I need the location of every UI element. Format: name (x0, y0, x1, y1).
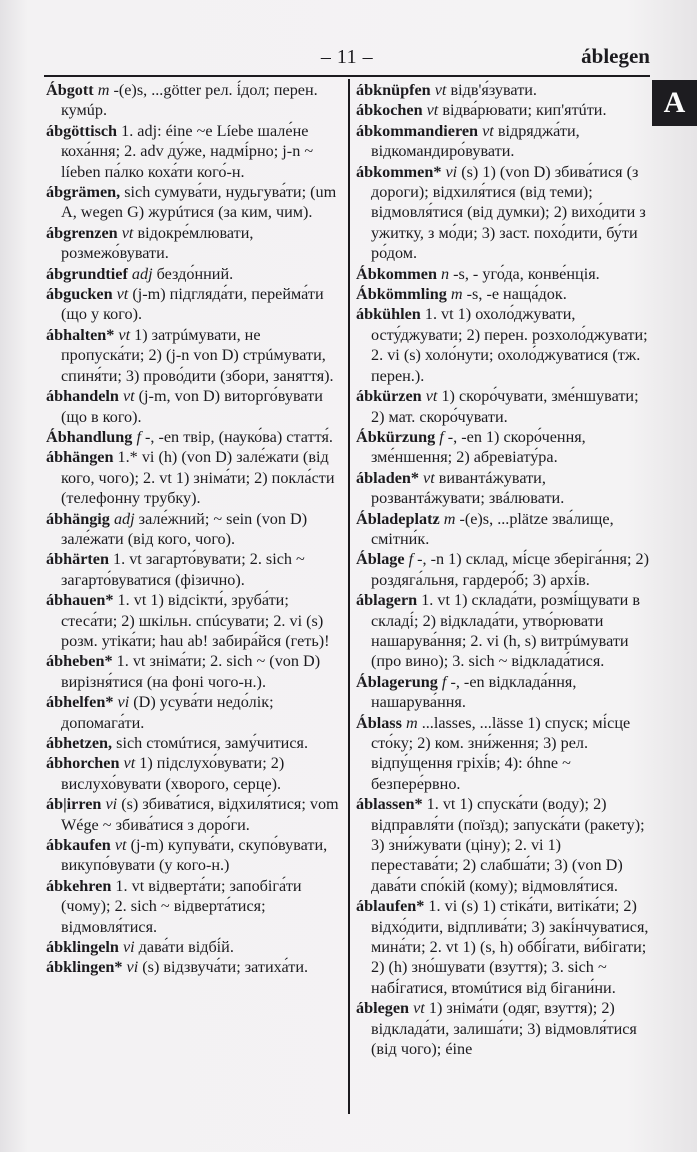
entry-grammar: f (439, 427, 444, 446)
entry-definition: -, -en 1) скоро́чення, зме́ншення; 2) абревіату́ра. (371, 427, 586, 467)
dictionary-entry (356, 162, 650, 264)
entry-definition: відряджа́ти, відкомандиро́вувати. (371, 121, 580, 161)
dictionary-entry (356, 509, 650, 550)
entry-headword: ábkochen (356, 101, 423, 120)
entry-definition: -s, - уго́да, конве́нція. (453, 264, 600, 283)
entry-definition: 1. vt 1) відсікти́, зруба́ти; стеса́ти; 2) шкільн. спúсувати; 2. vi (s) розм. утіка́ти; hau ab! забира́йся (геть)! (61, 591, 330, 650)
entry-definition: (j-m) купува́ти, скупо́вувати, викупо́вувати (у кого-н.) (61, 836, 328, 875)
entry-headword: ábklingeln (46, 938, 119, 957)
dictionary-entry (356, 590, 650, 672)
entry-headword: ábkommandieren (356, 121, 479, 140)
left-column (46, 80, 342, 1120)
entry-definition: 1. vt 1) охоло́джувати, осту́джувати; 2) перен. розхоло́джувати; 2. vi (s) холо́нути; охоло́джуватися (тж. перен.). (371, 305, 648, 385)
dictionary-entry (46, 794, 342, 835)
entry-headword: Ábladeplatz (356, 509, 440, 528)
entry-definition: 1) затрúмувати, не пропуска́ти; 2) (j-n von D) стрúмувати, спиня́ти; 3) прово́дити (збори, заняття). (61, 325, 334, 385)
entry-headword: Áblagerung (356, 672, 438, 691)
entry-grammar: vt (122, 387, 135, 406)
entry-grammar: adj (131, 264, 153, 283)
entry-definition: відва́рювати; кип'ятúти. (442, 101, 607, 120)
entry-grammar: vt (425, 387, 438, 406)
entry-definition: зале́жний; ~ sein (von D) зале́жати (від кого, чого). (61, 509, 308, 548)
entry-grammar: m (450, 285, 463, 304)
thumb-index-tab: A (652, 80, 697, 126)
dictionary-entry (46, 753, 342, 794)
entry-headword: ábhorchen (46, 754, 120, 773)
entry-grammar: m (405, 713, 418, 732)
page-header (44, 42, 650, 74)
entry-grammar: adj (113, 509, 135, 528)
entry-headword: ábhängen (46, 448, 114, 467)
entry-definition: ...lasses, ...lässe 1) спуск; мі́сце сто́ку; 2) ком. зни́ження; 3) рел. відпу́щення гріхі́в; 4): óhne ~ безпере́рвно. (371, 713, 631, 793)
entry-headword: ábgucken (46, 285, 113, 304)
entry-definition: бездо́нний. (156, 264, 234, 283)
entry-definition: 1) зніма́ти (одяг, взуття); 2) відклада́ти, залиша́ти; 3) відмовля́тися (від чого); éine (371, 999, 637, 1059)
dictionary-entry (46, 876, 342, 937)
entry-definition: sich стомúтися, заму́читися. (116, 734, 309, 752)
entry-headword: Áblage (356, 550, 405, 569)
entry-definition: (s) відзвуча́ти; затиха́ти. (142, 958, 309, 977)
entry-headword: Áblass (356, 713, 402, 732)
entry-headword: ábladen* (356, 468, 419, 487)
entry-definition: 1. vt 1) спуска́ти (воду); 2) відправля́ти (поїзд); запуска́ти (ракету); 3) зни́жувати (ціну); 2. vi 1) перестава́ти; 2) слабша́ти; 3) (von D) дава́ти спо́кій (кому); відмовля́тися. (371, 795, 645, 895)
dictionary-entry (356, 549, 650, 590)
dictionary-entry (46, 264, 342, 284)
entry-grammar: vt (426, 101, 439, 120)
dictionary-entry (46, 651, 342, 692)
entry-definition: -, -en відклада́ння, нашарува́ння. (371, 672, 577, 712)
dictionary-entry (356, 794, 650, 896)
entry-grammar: f (136, 427, 141, 446)
dictionary-entry (356, 896, 650, 998)
entry-grammar: vt (482, 121, 494, 140)
right-column (356, 80, 650, 1120)
dictionary-entry (356, 672, 650, 713)
entry-headword: ábhalten* (46, 325, 115, 344)
entry-definition: 1. vt загарто́вувати; 2. sich ~ загарто́вуватися (фізично). (61, 550, 305, 589)
dictionary-entry (356, 284, 650, 304)
entry-headword: Ábkommen (356, 264, 437, 283)
entry-headword: Ábkömmling (356, 285, 447, 304)
entry-definition: відокре́млювати, розмежо́вувати. (61, 223, 254, 263)
entry-grammar: vi (122, 938, 135, 957)
dictionary-entry (46, 223, 342, 264)
entry-definition: 1. vt відверта́ти; запобіга́ти (чому); 2. sich ~ відверта́тися; відмовля́тися. (61, 876, 302, 936)
entry-definition: (j-m, von D) виторго́вувати (що в кого). (61, 387, 323, 426)
entry-headword: ábhärten (46, 550, 109, 569)
dictionary-entry (46, 835, 342, 876)
dictionary-entry (356, 80, 650, 100)
entry-headword: ábhandeln (46, 387, 119, 406)
entry-grammar: vt (114, 836, 127, 855)
entry-headword: ábhelfen* (46, 693, 114, 712)
entry-grammar: vt (118, 325, 131, 344)
entry-headword: ábkühlen (356, 305, 421, 324)
entry-grammar: m (97, 81, 110, 99)
entry-grammar: vt (121, 223, 134, 242)
dictionary-entry (356, 100, 650, 120)
entry-headword: Ábgott (46, 81, 94, 99)
entry-headword: ábheben* (46, 652, 113, 671)
entry-headword: ábkehren (46, 876, 112, 895)
dictionary-entry (46, 121, 342, 182)
guide-word: áblegen (581, 44, 650, 68)
entry-headword: ábgrämen, (46, 183, 121, 202)
dictionary-entry (46, 325, 342, 386)
dictionary-entry (46, 182, 342, 223)
entry-headword: ábgrenzen (46, 223, 118, 242)
entry-definition: 1. vt зніма́ти; 2. sich ~ (von D) вирізня́тися (на фоні чого-н.). (61, 652, 321, 691)
entry-definition: (s) 1) (von D) збива́тися (з дороги); відхиля́тися (від теми); відмовля́тися (від думки); 2) вихо́дити з ужитку, з мо́ди; 3) заст. похо́дити, бу́ти ро́дом. (371, 162, 646, 263)
dictionary-entry (46, 692, 342, 733)
dictionary-entry (356, 304, 650, 386)
dictionary-entry (46, 733, 342, 753)
entry-grammar: vt (116, 285, 129, 304)
entry-headword: ábknüpfen (356, 81, 431, 99)
entry-grammar: f (408, 550, 414, 569)
entry-grammar: vt (123, 754, 136, 773)
entry-grammar: m (443, 509, 456, 528)
entry-grammar: vi (445, 162, 458, 181)
entry-grammar: vi (126, 958, 139, 977)
entry-headword: ábhauen* (46, 591, 114, 610)
entry-headword: ábkürzen (356, 387, 422, 406)
entry-definition: 1) скоро́чувати, зме́ншувати; 2) мат. скоро́чувати. (371, 387, 639, 426)
entry-definition: sich сумува́ти, нудьгува́ти; (um A, wegen G) журúтися (за ким, чим). (61, 183, 337, 222)
entry-definition: вивантáжувати, розвантáжувати; звáлювати. (371, 468, 565, 508)
entry-headword: ábgöttisch (46, 121, 118, 140)
entry-definition: -, -en твір, (науко́ва) стаття́. (145, 427, 333, 446)
entry-headword: ábgrundtief (46, 264, 128, 283)
column-divider (348, 79, 350, 1114)
dictionary-entry (356, 264, 650, 284)
dictionary-entry (46, 937, 342, 957)
dictionary-entry (46, 386, 342, 427)
entry-definition: 1. adj: éine ~e Líebe шале́не коха́ння; 2. adv ду́же, надмі́рно; j-n ~ líeben па́лко коха́ти кого́-н. (61, 121, 314, 181)
entry-definition: відв'я́зувати. (450, 81, 537, 99)
entry-grammar: vi (117, 693, 130, 712)
entry-headword: ábhetzen, (46, 734, 113, 752)
entry-grammar: vi (105, 795, 118, 814)
entry-definition: -(e)s, ...götter рел. і́дол; перен. кумúр. (61, 81, 318, 120)
dictionary-entry (356, 713, 650, 795)
dictionary-entry (46, 447, 342, 508)
entry-headword: áblegen (356, 999, 410, 1018)
dictionary-entry (46, 427, 342, 447)
entry-definition: (D) усува́ти недо́лік; допомага́ти. (61, 693, 274, 732)
entry-definition: -(e)s, ...plätze зва́лище, смітни́к. (371, 509, 614, 548)
entry-grammar: vt (413, 999, 425, 1018)
dictionary-entry (356, 427, 650, 468)
page-number: – 11 – (320, 46, 374, 68)
entry-headword: Ábhandlung (46, 427, 133, 446)
dictionary-entry (46, 549, 342, 590)
entry-headword: ábkaufen (46, 836, 111, 855)
entry-definition: (s) збива́тися, відхиля́тися; vom Wége ~ збива́тися з доро́ги. (61, 795, 339, 834)
entry-headword: ábklingen* (46, 958, 123, 977)
dictionary-entry (46, 590, 342, 651)
dictionary-entry (46, 509, 342, 550)
header-rule (44, 75, 650, 77)
entry-grammar: vt (423, 468, 435, 487)
entry-headword: ábkommen* (356, 162, 442, 181)
entry-grammar: f (441, 672, 447, 691)
dictionary-entry (356, 998, 650, 1059)
entry-definition: 1. vi (s) 1) стіка́ти, витіка́ти; 2) відхо́дити, відплива́ти; 3) закі́нчуватися, мина́ти; 2. vt 1) (s, h) оббі́гати, ви́бігати; 2) (h) зно́шувати (взуття); 3. sich ~ набі́гатися, втомúтися від бігани́ни. (371, 897, 649, 997)
entry-headword: áblagern (356, 591, 418, 610)
dictionary-entry (356, 386, 650, 427)
entry-grammar: vt (434, 81, 447, 99)
entry-headword: ábhängig (46, 509, 110, 528)
entry-definition: 1.* vi (h) (von D) зале́жати (від кого, чого); 2. vt 1) зніма́ти; 2) покла́сти (телефонну трубку). (61, 448, 335, 508)
entry-definition: -s, -e наща́док. (466, 285, 567, 304)
dictionary-entry (46, 80, 342, 121)
dictionary-entry (46, 284, 342, 325)
entry-headword: Ábkürzung (356, 427, 436, 446)
entry-headword: áblaufen* (356, 897, 425, 916)
entry-definition: (j-m) підгляда́ти, перейма́ти (що у кого). (61, 285, 324, 324)
entry-definition: -, -n 1) склад, мі́сце зберіга́ння; 2) роздяга́льня, гардеро́б; 3) архі́в. (371, 550, 649, 589)
entry-definition: 1. vt 1) склада́ти, розмі́щувати в складі́; 2) відклада́ти, утво́рювати нашарува́ння; 2. vi (h, s) витрúмувати (про вино); 3. sich ~ відклада́тися. (371, 591, 640, 671)
entry-headword: áblassen* (356, 795, 423, 814)
entry-definition: дава́ти відбі́й. (138, 938, 234, 957)
entry-grammar: n (441, 264, 450, 283)
dictionary-entry (46, 957, 342, 977)
entry-definition: 1) підслухо́вувати; 2) вислухо́вувати (хворого, серце). (61, 754, 285, 793)
entry-headword: áb|irren (46, 795, 102, 814)
dictionary-entry (356, 468, 650, 509)
dictionary-entry (356, 121, 650, 162)
